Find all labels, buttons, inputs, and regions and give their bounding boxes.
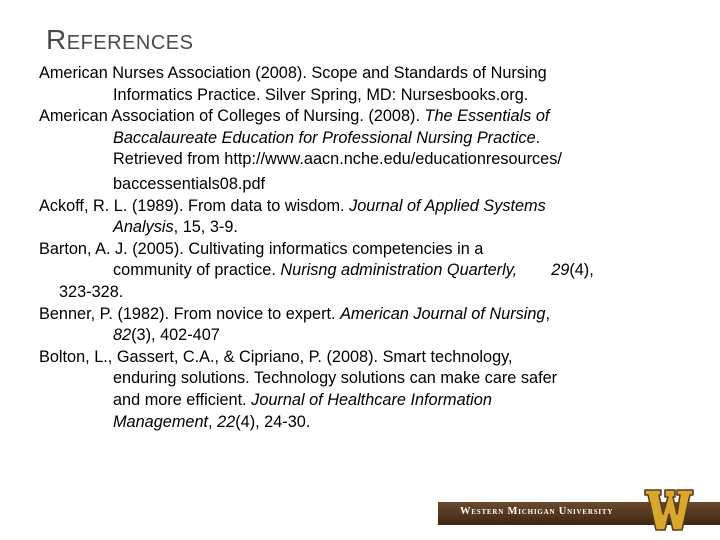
reference-line [39,325,679,347]
reference-aacn [39,106,679,195]
reference-volume: 22 [217,412,236,431]
reference-text: , [208,412,218,431]
reference-source: Journal of Healthcare Information [251,390,492,409]
logo-letter: W [668,531,670,532]
reference-source: Management [113,412,209,431]
reference-text: , [545,304,551,323]
reference-line: Informatics Practice. Silver Spring, MD: Nursesbooks.org. [113,85,529,104]
reference-text: Ackoff, R. L. (1989). From data to wisdom. [39,196,350,215]
reference-text: (3), 402-407 [131,326,220,345]
title-initial: R [46,24,67,55]
reference-text: and more efficient. [113,390,252,409]
reference-text: (4), 24-30. [235,412,311,431]
reference-source: The Essentials of [424,107,550,126]
reference-line [39,412,679,434]
reference-list [39,63,679,433]
reference-line [39,260,679,282]
reference-text: , 15, 3-9. [173,218,238,237]
reference-line [39,217,679,239]
reference-text: (4), [569,261,594,280]
reference-ana [39,63,679,106]
reference-source: Analysis [113,218,174,237]
reference-line: Bolton, L., Gassert, C.A., & Cipriano, P. (2008). Smart technology, [39,347,513,366]
footer-branding [438,483,720,540]
slide-title [46,24,193,56]
university-name: Western Michigan University [460,506,614,517]
reference-line [39,304,679,326]
reference-source: American Journal of Nursing [340,304,546,323]
reference-source: Baccalaureate Education for Professional Nursing Practice [113,128,536,147]
title-rest: EFERENCES [66,32,194,54]
reference-url[interactable]: baccessentials08.pdf [113,174,266,193]
reference-source: Nurisng administration Quarterly, [280,261,518,280]
reference-line [39,196,679,218]
reference-line: Barton, A. J. (2005). Cultivating informatics competencies in a [39,239,484,258]
reference-bolton [39,347,679,433]
reference-text: Benner, P. (1982). From novice to expert. [39,304,341,323]
reference-line [39,106,679,128]
wmu-w-logo-icon [644,487,694,533]
reference-text: American Association of Colleges of Nursing. (2008). [39,107,425,126]
reference-line [39,128,679,150]
reference-line: enduring solutions. Technology solutions can make care safer [113,369,558,388]
reference-barton [39,239,679,304]
reference-url[interactable]: Retrieved from http://www.aacn.nche.edu/educationresources/ [113,150,562,169]
reference-source: Journal of Applied Systems [349,196,546,215]
reference-text: . [535,128,541,147]
reference-line [39,390,679,412]
reference-line: 323-328. [59,282,124,301]
reference-text: community of practice. [113,261,281,280]
reference-volume: 29 [551,261,570,280]
reference-benner [39,304,679,347]
reference-line: American Nurses Association (2008). Scope and Standards of Nursing [39,64,547,82]
reference-volume: 82 [113,326,132,345]
reference-ackoff [39,196,679,239]
